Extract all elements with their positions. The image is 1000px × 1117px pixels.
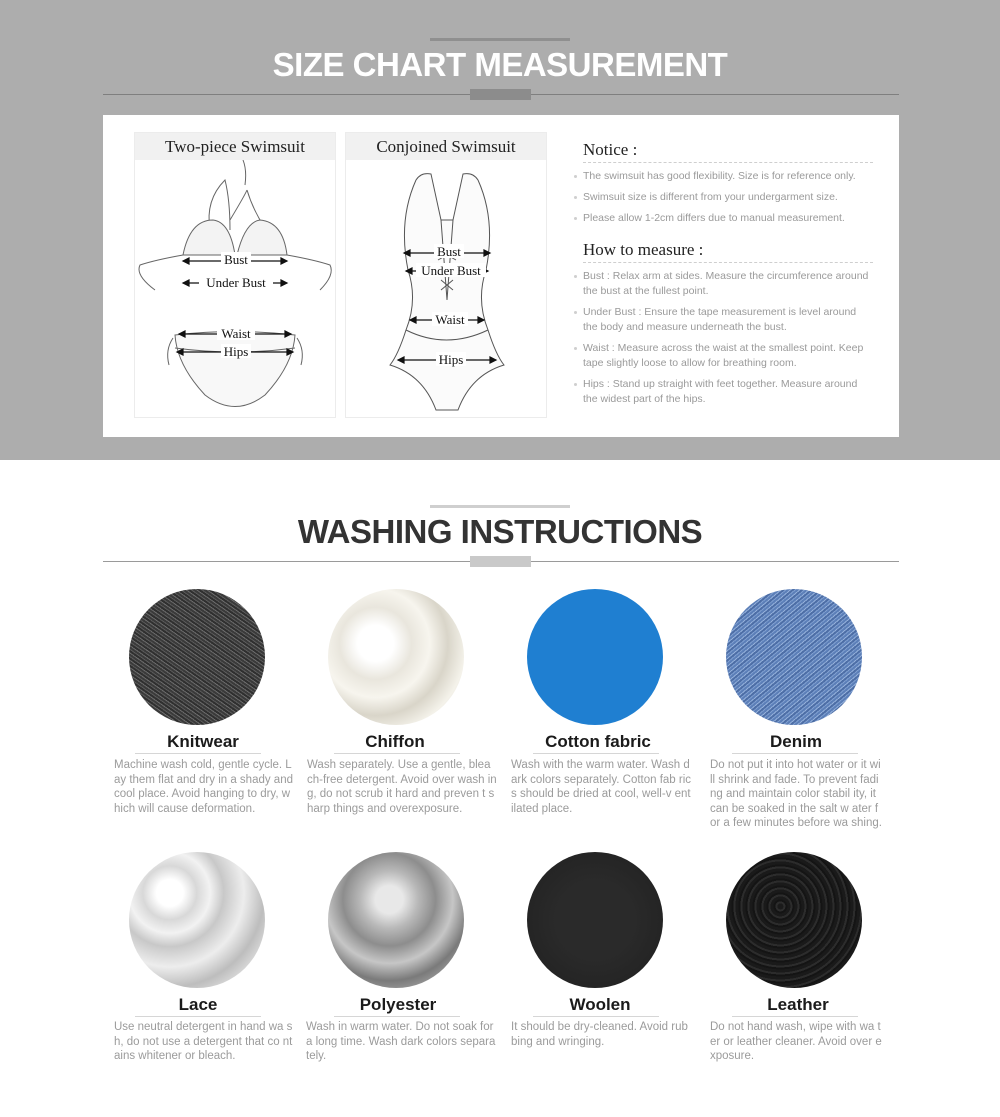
cotton-fabric-swatch xyxy=(527,589,663,725)
notice-item: The swimsuit has good flexibility. Size is for reference only. xyxy=(583,169,873,184)
size-chart-panel xyxy=(103,115,899,437)
conjoined-card xyxy=(345,132,547,418)
notice-item: Please allow 1-2cm differs due to manual measurement. xyxy=(583,211,873,226)
bust-label: Bust xyxy=(224,252,248,267)
fabric-name-knitwear: Knitwear xyxy=(167,732,239,751)
knitwear-swatch xyxy=(129,589,265,725)
title-rule-block xyxy=(470,89,531,100)
fabric-desc-cotton: Wash with the warm water. Wash dark colors separately. Cotton fab rics should be dried at cool, well-v entilated place. xyxy=(511,759,692,815)
leather-swatch xyxy=(726,852,862,988)
fabric-name-polyester: Polyester xyxy=(359,995,437,1014)
washing-title: WASHING INSTRUCTIONS xyxy=(297,513,703,550)
fabric-underline xyxy=(732,753,858,754)
fabric-desc-woolen: It should be dry-cleaned. Avoid rub bing and wringing. xyxy=(511,1021,688,1048)
waist-label: Waist xyxy=(435,312,465,327)
measure-hips-item: Hips : Stand up straight with feet together. Measure around the widest part of the hips. xyxy=(583,377,873,407)
notice-item: Swimsuit size is different from your undergarment size. xyxy=(583,190,873,205)
fabric-name-denim: Denim xyxy=(770,732,822,751)
fabric-desc-leather: Do not hand wash, wipe with wa ter or leather cleaner. Avoid over exposure. xyxy=(710,1021,882,1062)
fabric-desc-chiffon: Wash separately. Use a gentle, blea ch-free detergent. Avoid over wash ing, do not scrub it hard and preven t sharp things and overexposure. xyxy=(307,759,497,815)
size-chart-title: SIZE CHART MEASUREMENT xyxy=(272,46,728,83)
two-piece-card xyxy=(134,132,336,418)
hips-label: Hips xyxy=(438,352,464,367)
fabric-name-lace: Lace xyxy=(178,995,218,1014)
polyester-swatch xyxy=(328,852,464,988)
fabric-underline xyxy=(732,1016,858,1017)
fabric-underline xyxy=(135,1016,261,1017)
measure-waist-item: Waist : Measure across the waist at the smallest point. Keep tape slightly loose to allow for breathing room. xyxy=(583,341,873,371)
fabric-underline xyxy=(533,753,659,754)
bust-label: Bust xyxy=(437,244,461,259)
fabric-name-leather: Leather xyxy=(767,995,829,1014)
woolen-swatch xyxy=(527,852,663,988)
fabric-desc-polyester: Wash in warm water. Do not soak for a long time. Wash dark colors separa tely. xyxy=(306,1021,496,1062)
title-top-bar xyxy=(430,38,570,41)
washing-title-top-bar xyxy=(430,505,570,508)
notice-heading: Notice : xyxy=(583,140,873,163)
waist-label: Waist xyxy=(221,326,251,341)
fabric-underline xyxy=(334,1016,460,1017)
bikini-illustration xyxy=(135,160,337,418)
two-piece-heading: Two-piece Swimsuit xyxy=(135,133,335,160)
fabric-desc-denim: Do not put it into hot water or it will shrink and fade. To prevent fading and maintain color stabil ity, it can be soaked in the salt w ater for a few minutes before wa shing. xyxy=(710,759,882,829)
fabric-desc-knitwear: Machine wash cold, gentle cycle. Lay them flat and dry in a shady and cool place. Avoid hanging to dry, which will cause deformation. xyxy=(114,759,293,815)
fabric-name-chiffon: Chiffon xyxy=(365,732,425,751)
chiffon-swatch xyxy=(328,589,464,725)
lace-swatch xyxy=(129,852,265,988)
under-bust-label: Under Bust xyxy=(421,263,481,278)
fabric-desc-lace: Use neutral detergent in hand wa sh, do not use a detergent that co ntains whitener or bleach. xyxy=(114,1021,293,1062)
fabric-underline xyxy=(135,753,261,754)
one-piece-illustration xyxy=(346,160,548,418)
measure-bust-item: Bust : Relax arm at sides. Measure the circumference around the bust at the fullest point. xyxy=(583,269,873,299)
under-bust-label: Under Bust xyxy=(206,275,266,290)
measurement-notes xyxy=(583,140,873,413)
fabric-name-woolen: Woolen xyxy=(569,995,631,1014)
conjoined-heading: Conjoined Swimsuit xyxy=(346,133,546,160)
measure-under-bust-item: Under Bust : Ensure the tape measurement is level around the body and measure underneath the bust. xyxy=(583,305,873,335)
size-chart-section xyxy=(0,0,1000,460)
hips-label: Hips xyxy=(223,344,249,359)
fabric-underline xyxy=(334,753,460,754)
fabric-name-cotton: Cotton fabric xyxy=(545,732,651,751)
washing-title-rule-block xyxy=(470,556,531,567)
how-to-measure-heading: How to measure : xyxy=(583,240,873,263)
fabric-underline xyxy=(533,1016,659,1017)
denim-swatch xyxy=(726,589,862,725)
